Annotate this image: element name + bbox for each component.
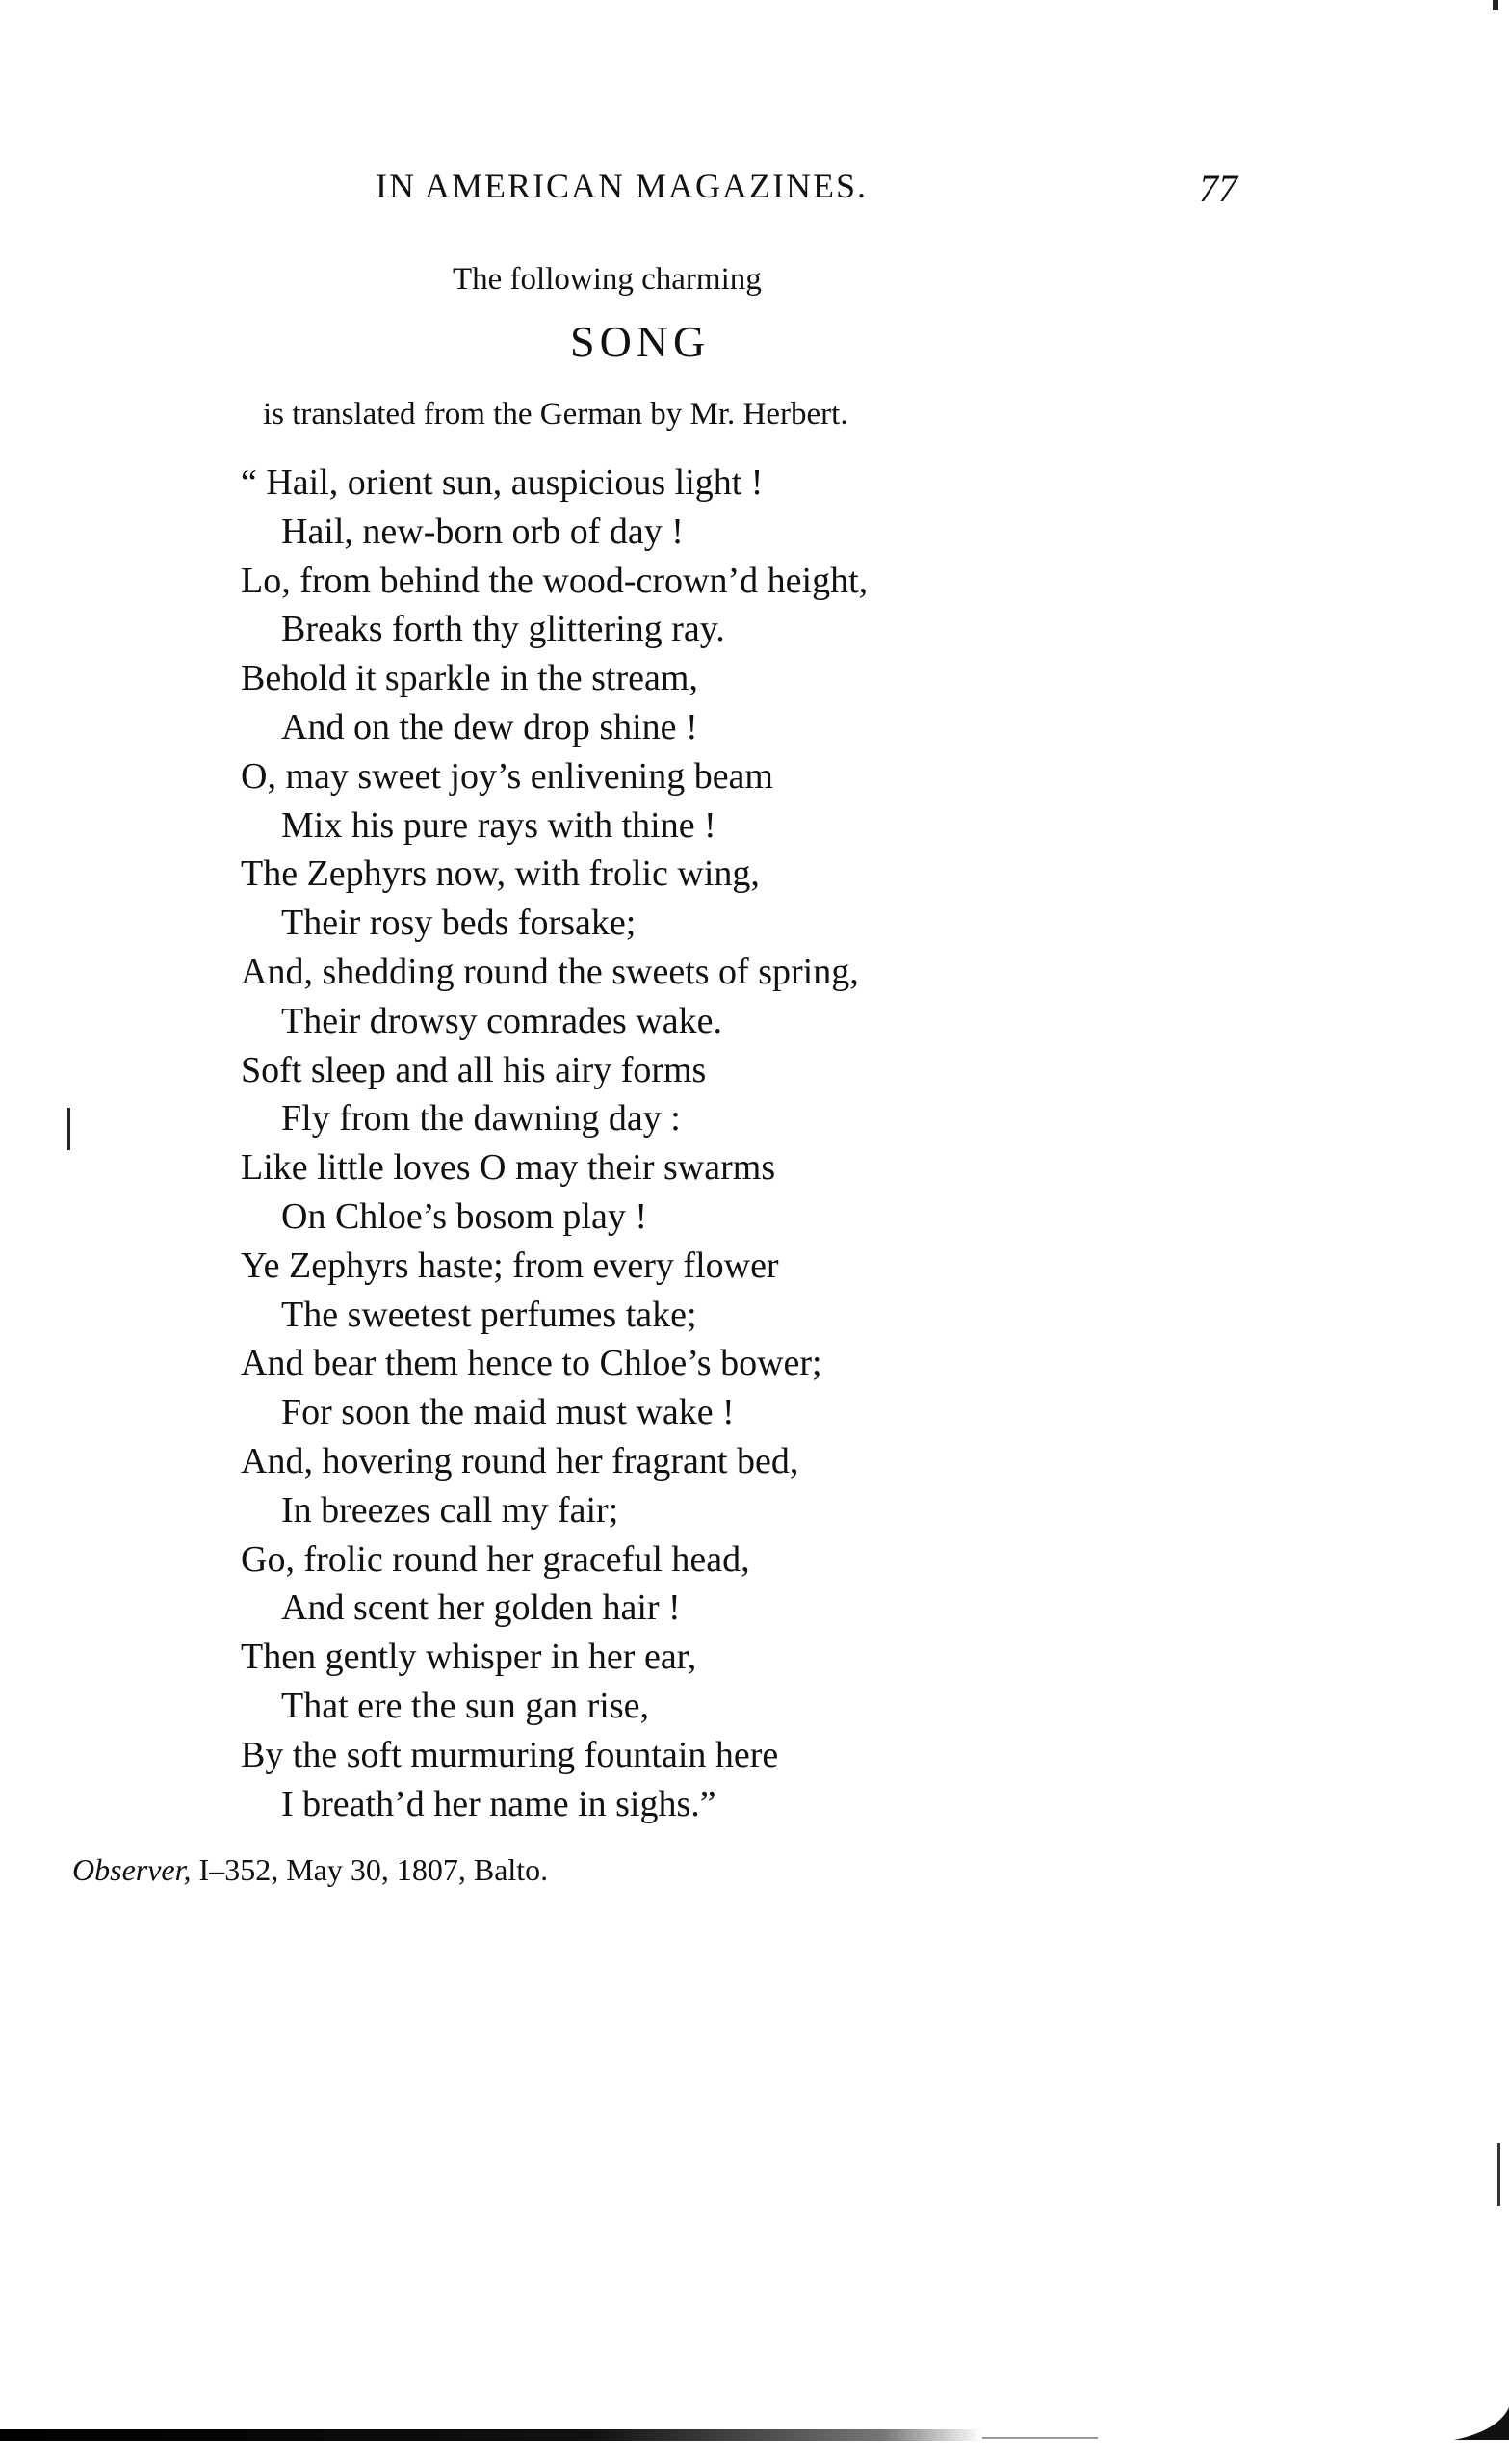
- poem-line: By the soft murmuring fountain here: [241, 1734, 779, 1775]
- poem-line: Breaks forth thy glittering ray.: [281, 609, 725, 650]
- poem-line: And, hovering round her fragrant bed,: [241, 1440, 799, 1481]
- poem-line: Like little loves O may their swarms: [241, 1147, 776, 1189]
- poem-line: And scent her golden hair !: [281, 1587, 681, 1629]
- poem-line: Their drowsy comrades wake.: [281, 1000, 722, 1041]
- poem-line: Mix his pure rays with thine !: [281, 804, 716, 846]
- poem-line: “ Hail, orient sun, auspicious light !: [241, 462, 764, 503]
- song-title: SONG: [570, 317, 711, 366]
- poem-line: On Chloe’s bosom play !: [281, 1195, 647, 1237]
- scan-corner-swash: [1454, 2403, 1509, 2442]
- poem-line: Then gently whisper in her ear,: [241, 1637, 697, 1678]
- poem-line: And bear them hence to Chloe’s bower;: [241, 1343, 822, 1384]
- poem-line: I breath’d her name in sighs.”: [281, 1783, 716, 1824]
- running-head: IN AMERICAN MAGAZINES.: [376, 167, 868, 205]
- poem-line: In breezes call my fair;: [281, 1489, 619, 1531]
- poem-line: Hail, new-born orb of day !: [281, 511, 684, 552]
- poem-line: O, may sweet joy’s enlivening beam: [241, 755, 773, 797]
- citation: [72, 1852, 548, 1888]
- scan-edge-mark: [1497, 2143, 1500, 2206]
- poem-line: For soon the maid must wake !: [281, 1392, 735, 1433]
- scan-bottom-rule: [0, 2429, 982, 2441]
- citation-journal: Observer,: [72, 1852, 192, 1887]
- subtitle-line: is translated from the German by Mr. Herbert.: [263, 397, 848, 432]
- intro-line: The following charming: [453, 262, 762, 297]
- poem-line: Soft sleep and all his airy forms: [241, 1049, 707, 1090]
- poem-line: The sweetest perfumes take;: [281, 1294, 697, 1335]
- margin-mark: [67, 1108, 70, 1150]
- poem-line: Fly from the dawning day :: [281, 1098, 681, 1140]
- poem-line: Ye Zephyrs haste; from every flower: [241, 1245, 779, 1286]
- scan-corner-mark: [1493, 0, 1498, 10]
- citation-details: I–352, May 30, 1807, Balto.: [191, 1852, 549, 1887]
- poem-line: And on the dew drop shine !: [281, 706, 698, 747]
- poem-line: The Zephyrs now, with frolic wing,: [241, 853, 760, 895]
- poem-line: Lo, from behind the wood-crown’d height,: [241, 560, 869, 601]
- poem-line: Go, frolic round her graceful head,: [241, 1538, 750, 1580]
- poem-line: Their rosy beds forsake;: [281, 903, 637, 944]
- poem-line: Behold it sparkle in the stream,: [241, 658, 698, 699]
- poem-line: And, shedding round the sweets of spring,: [241, 951, 859, 992]
- poem-line: That ere the sun gan rise,: [281, 1685, 649, 1726]
- scan-bottom-rule-tail: [982, 2437, 1098, 2439]
- page-number: 77: [1199, 167, 1237, 210]
- poem: [241, 459, 1204, 1828]
